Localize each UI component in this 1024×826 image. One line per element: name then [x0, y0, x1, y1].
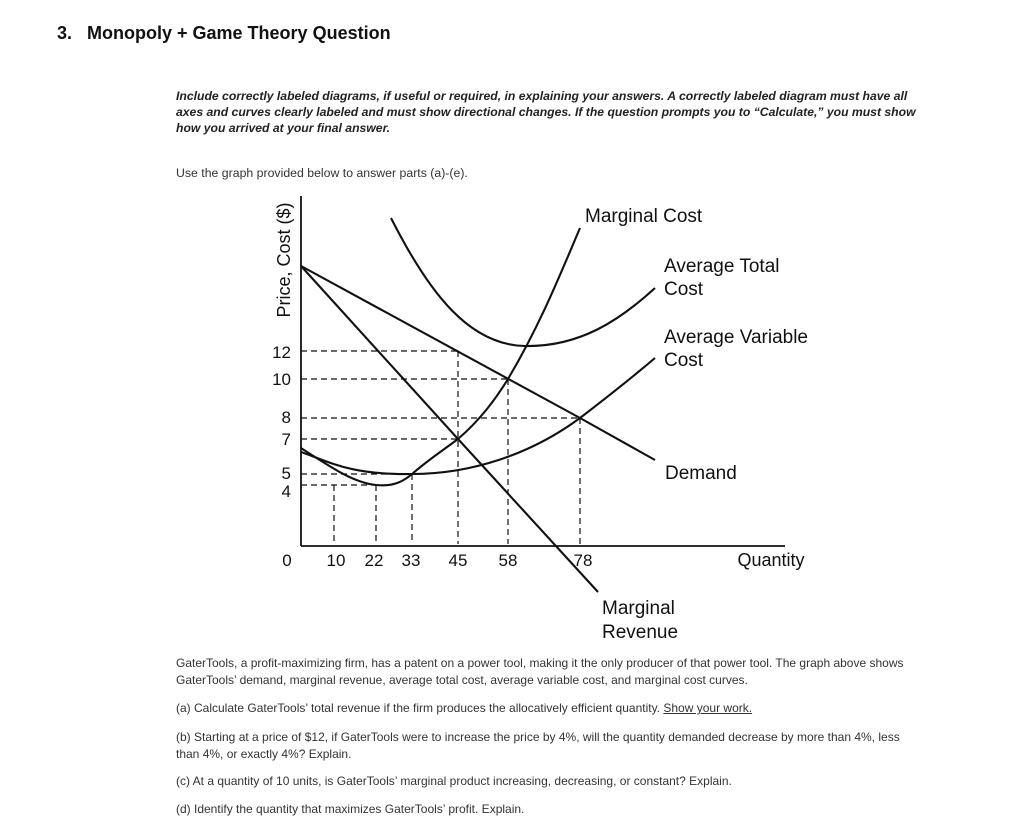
marginal-cost-label: Marginal Cost — [585, 206, 703, 227]
part-b: (b) Starting at a price of $12, if GaterTools were to increase the price by 4%, will the quantity demanded decrease by more than 4%, less than 4%, or exactly 4%? Explain. — [176, 730, 900, 762]
y-tick-12: 12 — [272, 343, 291, 362]
part-a — [176, 700, 916, 717]
y-tick-8: 8 — [281, 408, 291, 427]
scenario-paragraph: GaterTools, a profit-maximizing firm, has a patent on a power tool, making it the only producer of that power tool. The graph above shows GaterTools’ demand, marginal revenue, average total cost, average variable cost, and marginal cost curves. — [176, 656, 904, 688]
y-tick-4: 4 — [281, 482, 291, 501]
axes — [301, 196, 785, 546]
marginal-cost-curve — [301, 228, 580, 485]
x-tick-45: 45 — [448, 551, 468, 570]
question-number: 3. — [57, 23, 73, 43]
x-tick-33: 33 — [401, 551, 421, 570]
x-tick-58: 58 — [498, 551, 518, 570]
x-tick-10: 10 — [326, 551, 346, 570]
average-total-cost-label-line1: Average Total — [664, 256, 780, 277]
x-tick-labels — [282, 551, 592, 570]
x-tick-78: 78 — [573, 551, 593, 570]
average-total-cost-curve — [391, 218, 655, 346]
curves — [301, 218, 655, 592]
marginal-revenue-label-line2: Revenue — [602, 622, 679, 643]
x-tick-22: 22 — [364, 551, 384, 570]
y-tick-labels — [272, 343, 291, 501]
question-title-text: Monopoly + Game Theory Question — [87, 23, 391, 43]
use-graph-text: Use the graph provided below to answer parts (a)-(e). — [176, 166, 468, 180]
curve-labels — [585, 206, 813, 643]
part-c: (c) At a quantity of 10 units, is GaterTools’ marginal product increasing, decreasing, or constant? Explain. — [176, 774, 732, 788]
marginal-revenue-label-line1: Marginal — [602, 598, 675, 619]
demand-label: Demand — [665, 463, 737, 484]
part-d: (d) Identify the quantity that maximizes GaterTools’ profit. Explain. — [176, 802, 525, 816]
y-tick-10: 10 — [272, 370, 291, 389]
marginal-revenue-curve — [301, 266, 598, 592]
part-a-emphasis: Show your work. — [663, 701, 753, 715]
average-variable-cost-curve — [301, 358, 655, 474]
marginal-revenue-label — [602, 598, 680, 643]
x-axis-label: Quantity — [737, 550, 805, 570]
dashed-guides — [301, 351, 580, 544]
average-total-cost-label-line2: Cost — [664, 279, 704, 300]
average-variable-cost-label-line2: Cost — [664, 350, 704, 371]
demand-curve — [301, 266, 655, 460]
y-tick-7: 7 — [281, 430, 291, 449]
x-tick-0: 0 — [282, 551, 292, 570]
average-variable-cost-label-line1: Average Variable — [664, 327, 809, 348]
y-tick-5: 5 — [281, 464, 291, 483]
average-variable-cost-label — [664, 327, 813, 371]
part-a-text: (a) Calculate GaterTools’ total revenue if the firm produces the allocatively efficient quantity. — [176, 701, 661, 715]
average-total-cost-label — [664, 256, 785, 300]
instructions-text: Include correctly labeled diagrams, if useful or required, in explaining your answers. A correctly labeled diagram must have all axes and curves clearly labeled and must show directional changes. If the question prompts you to “Calculate,” you must show how you arrived at your final answer. — [176, 89, 916, 135]
y-axis-label: Price, Cost ($) — [274, 202, 294, 318]
